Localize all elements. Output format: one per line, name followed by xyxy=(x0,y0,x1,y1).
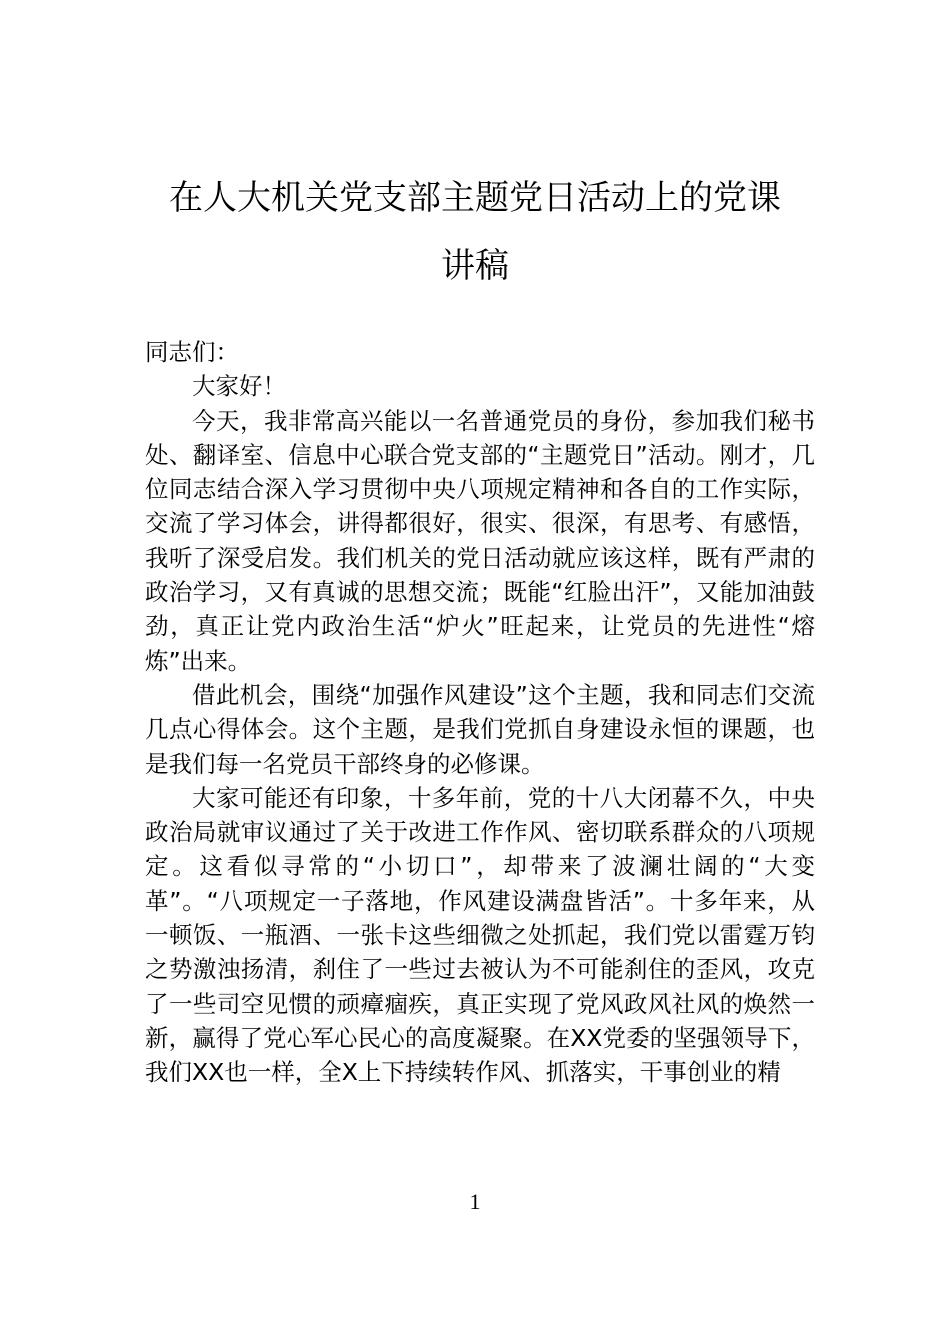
paragraph-history: 大家可能还有印象，十多年前，党的十八大闭幕不久，中央政治局就审议通过了关于改进工作作风、密切联系群众的八项规定。这看似寻常的“小切口”，却带来了波澜壮阔的“大变革”。“八项规定一子落地，作风建设满盘皆活”。十多年来，从一顿饭、一瓶酒、一张卡这些细微之处抓起，我们党以雷霆万钧之势激浊扬清，刹住了一些过去被认为不可能刹住的歪风，攻克了一些司空见惯的顽瘴痼疾，真正实现了党风政风社风的焕然一新，赢得了党心军心民心的高度凝聚。在XX党委的坚强领导下，我们XX也一样，全X上下持续转作风、抓落实，干事创业的精 xyxy=(145,783,815,1087)
paragraph-theme: 借此机会，围绕“加强作风建设”这个主题，我和同志们交流几点心得体会。这个主题，是我们党抓自身建设永恒的课题，也是我们每一名党员干部终身的必修课。 xyxy=(145,680,815,778)
paragraph-greeting: 大家好！ xyxy=(192,372,286,401)
document-title-line-1: 在人大机关党支部主题党日活动上的党课 xyxy=(169,178,781,218)
page-number: 1 xyxy=(469,1189,481,1214)
salutation: 同志们： xyxy=(145,338,239,366)
document-body xyxy=(145,335,815,1090)
document-title-line-2: 讲稿 xyxy=(441,246,509,286)
paragraph-opening: 今天，我非常高兴能以一名普通党员的身份，参加我们秘书处、翻译室、信息中心联合党支部的“主题党日”活动。刚才，几位同志结合深入学习贯彻中央八项规定精神和各自的工作实际，交流了学习体会，讲得都很好，很实、很深，有思考、有感悟，我听了深受启发。我们机关的党日活动就应该这样，既有严肃的政治学习，又有真诚的思想交流；既能“红脸出汗”，又能加油鼓劲，真正让党内政治生活“炉火”旺起来，让党员的先进性“熔炼”出来。 xyxy=(145,406,815,675)
